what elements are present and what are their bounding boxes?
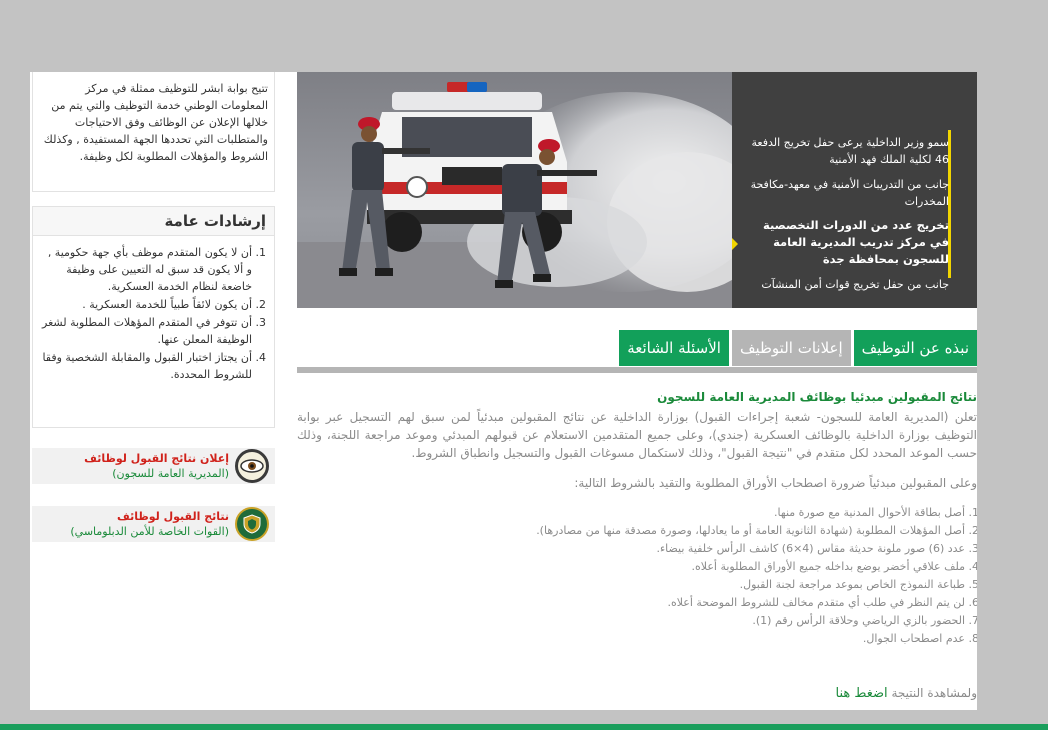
result-line [836,684,977,703]
requirement-item: 8. عدم اصطحاب الجوال. [297,630,965,648]
requirements-intro: وعلى المقبولين مبدئياً ضرورة اصطحاب الأوراق المطلوبة والتقيد بالشروط التالية: [574,476,977,490]
news-item[interactable]: جانب من حفل تخريج قوات أمن المنشآت [761,278,949,291]
tab-divider [297,367,977,373]
result-text: ولمشاهدة النتيجة [891,686,977,700]
requirement-item: 7. الحضور بالزي الرياضي وحلاقة الرأس رقم (1). [297,612,965,630]
promo-title: إعلان نتائج القبول لوظائف [84,452,229,465]
news-item-active[interactable]: تخريج عدد من الدورات التخصصية في مركز تدريب المديرية العامة للسجون بمحافظة جدة [763,218,949,266]
guideline-item: 3. أن تتوفر في المتقدم المؤهلات المطلوبة لشغر الوظيفة المعلن عنها. [41,314,252,348]
tab-about-employment[interactable]: نبذه عن التوظيف [854,330,977,366]
requirement-item: 3. عدد (6) صور ملونة حديثة مقاس (4×6) كاشف الرأس خلفية بيضاء. [297,540,965,558]
promo-title: نتائج القبول لوظائف [117,510,229,523]
guideline-item: 1. أن لا يكون المتقدم موظف بأي جهة حكومية , و ألا يكون قد سبق له التعيين على وظيفة خاضعة لنظام الخدمة العسكرية. [41,244,252,295]
requirement-item: 2. أصل المؤهلات المطلوبة (شهادة الثانوية العامة أو ما يعادلها، وصورة مصدقة منها من مصادرها). [297,522,965,540]
requirement-item: 1. أصل بطاقة الأحوال المدنية مع صورة منها. [297,504,965,522]
promo-diplomatic-results[interactable] [32,506,275,542]
article-paragraph: تعلن (المديرية العامة للسجون- شعبة إجراءات القبول) بوزارة الداخلية عن نتائج المقبولين مبدئياً لمن سبق لهم التسجيل عبر بوابة التوظيف بوزارة الداخلية بالوظائف العسكرية (جندي)، وعلى جميع المتقدمين الاستعلام عن قبولهم المبدئي وموعد مراجعة اللجنة، وذلك حسب الموعد المحدد لكل متقدم في "نتيجة القبول"، وذلك لاستكمال مسوغات القبول والتسجيل وانطباق الشروط. [297,410,977,460]
guidelines-title: إرشادات عامة [33,207,274,236]
active-news-arrow-icon [732,238,738,250]
shield-emblem-icon [235,507,269,541]
slider-photo[interactable] [297,72,732,308]
guideline-item: 4. أن يجتاز اختبار القبول والمقابلة الشخصية وفقا للشروط المحددة. [41,349,252,383]
tab-job-announcements[interactable]: إعلانات التوظيف [732,330,851,366]
article [297,388,977,701]
page-container [30,72,977,710]
intro-box [32,72,275,192]
eye-emblem-icon [235,449,269,483]
tab-faq[interactable]: الأسئلة الشائعة [619,330,729,366]
main-content [297,72,977,710]
guideline-item: 2. أن يكون لائقاً طبياً للخدمة العسكرية . [41,296,252,313]
guidelines-list [33,244,274,383]
requirement-item: 6. لن يتم النظر في طلب أي متقدم مخالف للشروط الموضحة أعلاه. [297,594,965,612]
news-slider [297,72,977,308]
promo-subtitle: (المديرية العامة للسجون) [112,467,229,480]
promo-subtitle: (القوات الخاصة للأمن الدبلوماسي) [70,525,229,538]
requirements-list [297,504,977,648]
article-heading: نتائج المقبولين مبدئيا بوظائف المديرية العامة للسجون [657,390,977,404]
requirement-item: 4. ملف علاقي أخضر يوضع بداخله جميع الأوراق المطلوبة أعلاه. [297,558,965,576]
news-item[interactable]: سمو وزير الداخلية يرعى حفل تخريج الدفعة 46 لكلية الملك فهد الأمنية [751,136,949,166]
promo-prisons-results[interactable] [32,448,275,484]
news-item[interactable]: جانب من التدريبات الأمنية في معهد-مكافحة المخدرات [750,178,949,208]
intro-text: تتيح بوابة ابشر للتوظيف ممثلة في مركز المعلومات الوطني خدمة التوظيف والتي يتم من خلالها الإعلان عن الوظائف وفق الاحتياجات والمتطلبات التي تحددها الجهة المستفيدة , وكذلك الشروط والمؤهلات المطلوبة لكل وظيفة. [43,82,268,163]
sidebar [30,72,277,710]
requirement-item: 5. طباعة النموذج الخاص بموعد مراجعة لجنة القبول. [297,576,965,594]
news-panel [732,72,977,308]
result-link[interactable]: اضغط هنا [835,686,888,701]
footer-bar [0,724,1048,730]
tab-bar [616,330,977,366]
guidelines-box [32,206,275,428]
